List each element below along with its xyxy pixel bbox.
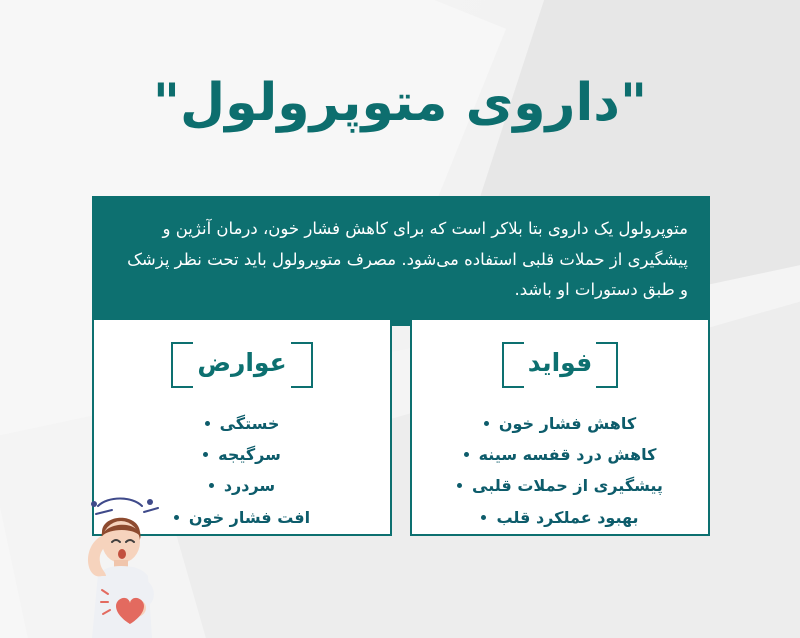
card-benefits-title: فواید	[527, 348, 593, 377]
card-benefits-list	[412, 408, 708, 533]
bullet-icon	[457, 483, 462, 488]
bullet-icon	[205, 421, 210, 426]
list-item-label: کاهش درد قفسه سینه	[478, 445, 657, 465]
list-item-label: پیشگیری از حملات قلبی	[472, 476, 663, 496]
list-item	[120, 439, 364, 470]
person-with-headache-icon	[46, 488, 226, 638]
list-item	[120, 408, 364, 439]
list-item	[438, 408, 682, 439]
intro-paragraph: متوپرولول یک داروی بتا بلاکر است که برای کاهش فشار خون، درمان آنژین و پیشگیری از حملات قلبی استفاده می‌شود. مصرف متوپرولول باید تحت نظر پزشک و طبق دستورات او باشد.	[92, 196, 710, 326]
list-item-label: افت فشار خون	[188, 507, 311, 527]
list-item-label: کاهش فشار خون	[498, 414, 637, 433]
card-side-effects-title-wrap	[171, 346, 312, 384]
list-item	[438, 502, 682, 533]
card-benefits-title-wrap	[502, 346, 618, 384]
list-item-label: بهبود عملکرد قلب	[496, 507, 639, 527]
bullet-icon	[484, 421, 489, 426]
card-benefits	[410, 318, 710, 536]
page-title: "داروی متوپرولول"	[152, 73, 648, 133]
list-item-label: سردرد	[223, 476, 276, 496]
list-item	[438, 439, 682, 470]
card-side-effects-title: عوارض	[197, 348, 287, 377]
bracket-left-icon	[502, 342, 524, 388]
bullet-icon	[481, 515, 486, 520]
bracket-right-icon	[596, 342, 618, 388]
list-item	[438, 470, 682, 501]
card-side-effects-header	[94, 346, 390, 384]
card-benefits-header	[412, 346, 708, 384]
bracket-left-icon	[171, 342, 193, 388]
bracket-right-icon	[291, 342, 313, 388]
list-item-label: سرگیجه	[218, 445, 281, 465]
list-item-label: خستگی	[219, 414, 280, 433]
bullet-icon	[464, 452, 469, 457]
bullet-icon	[203, 452, 208, 457]
